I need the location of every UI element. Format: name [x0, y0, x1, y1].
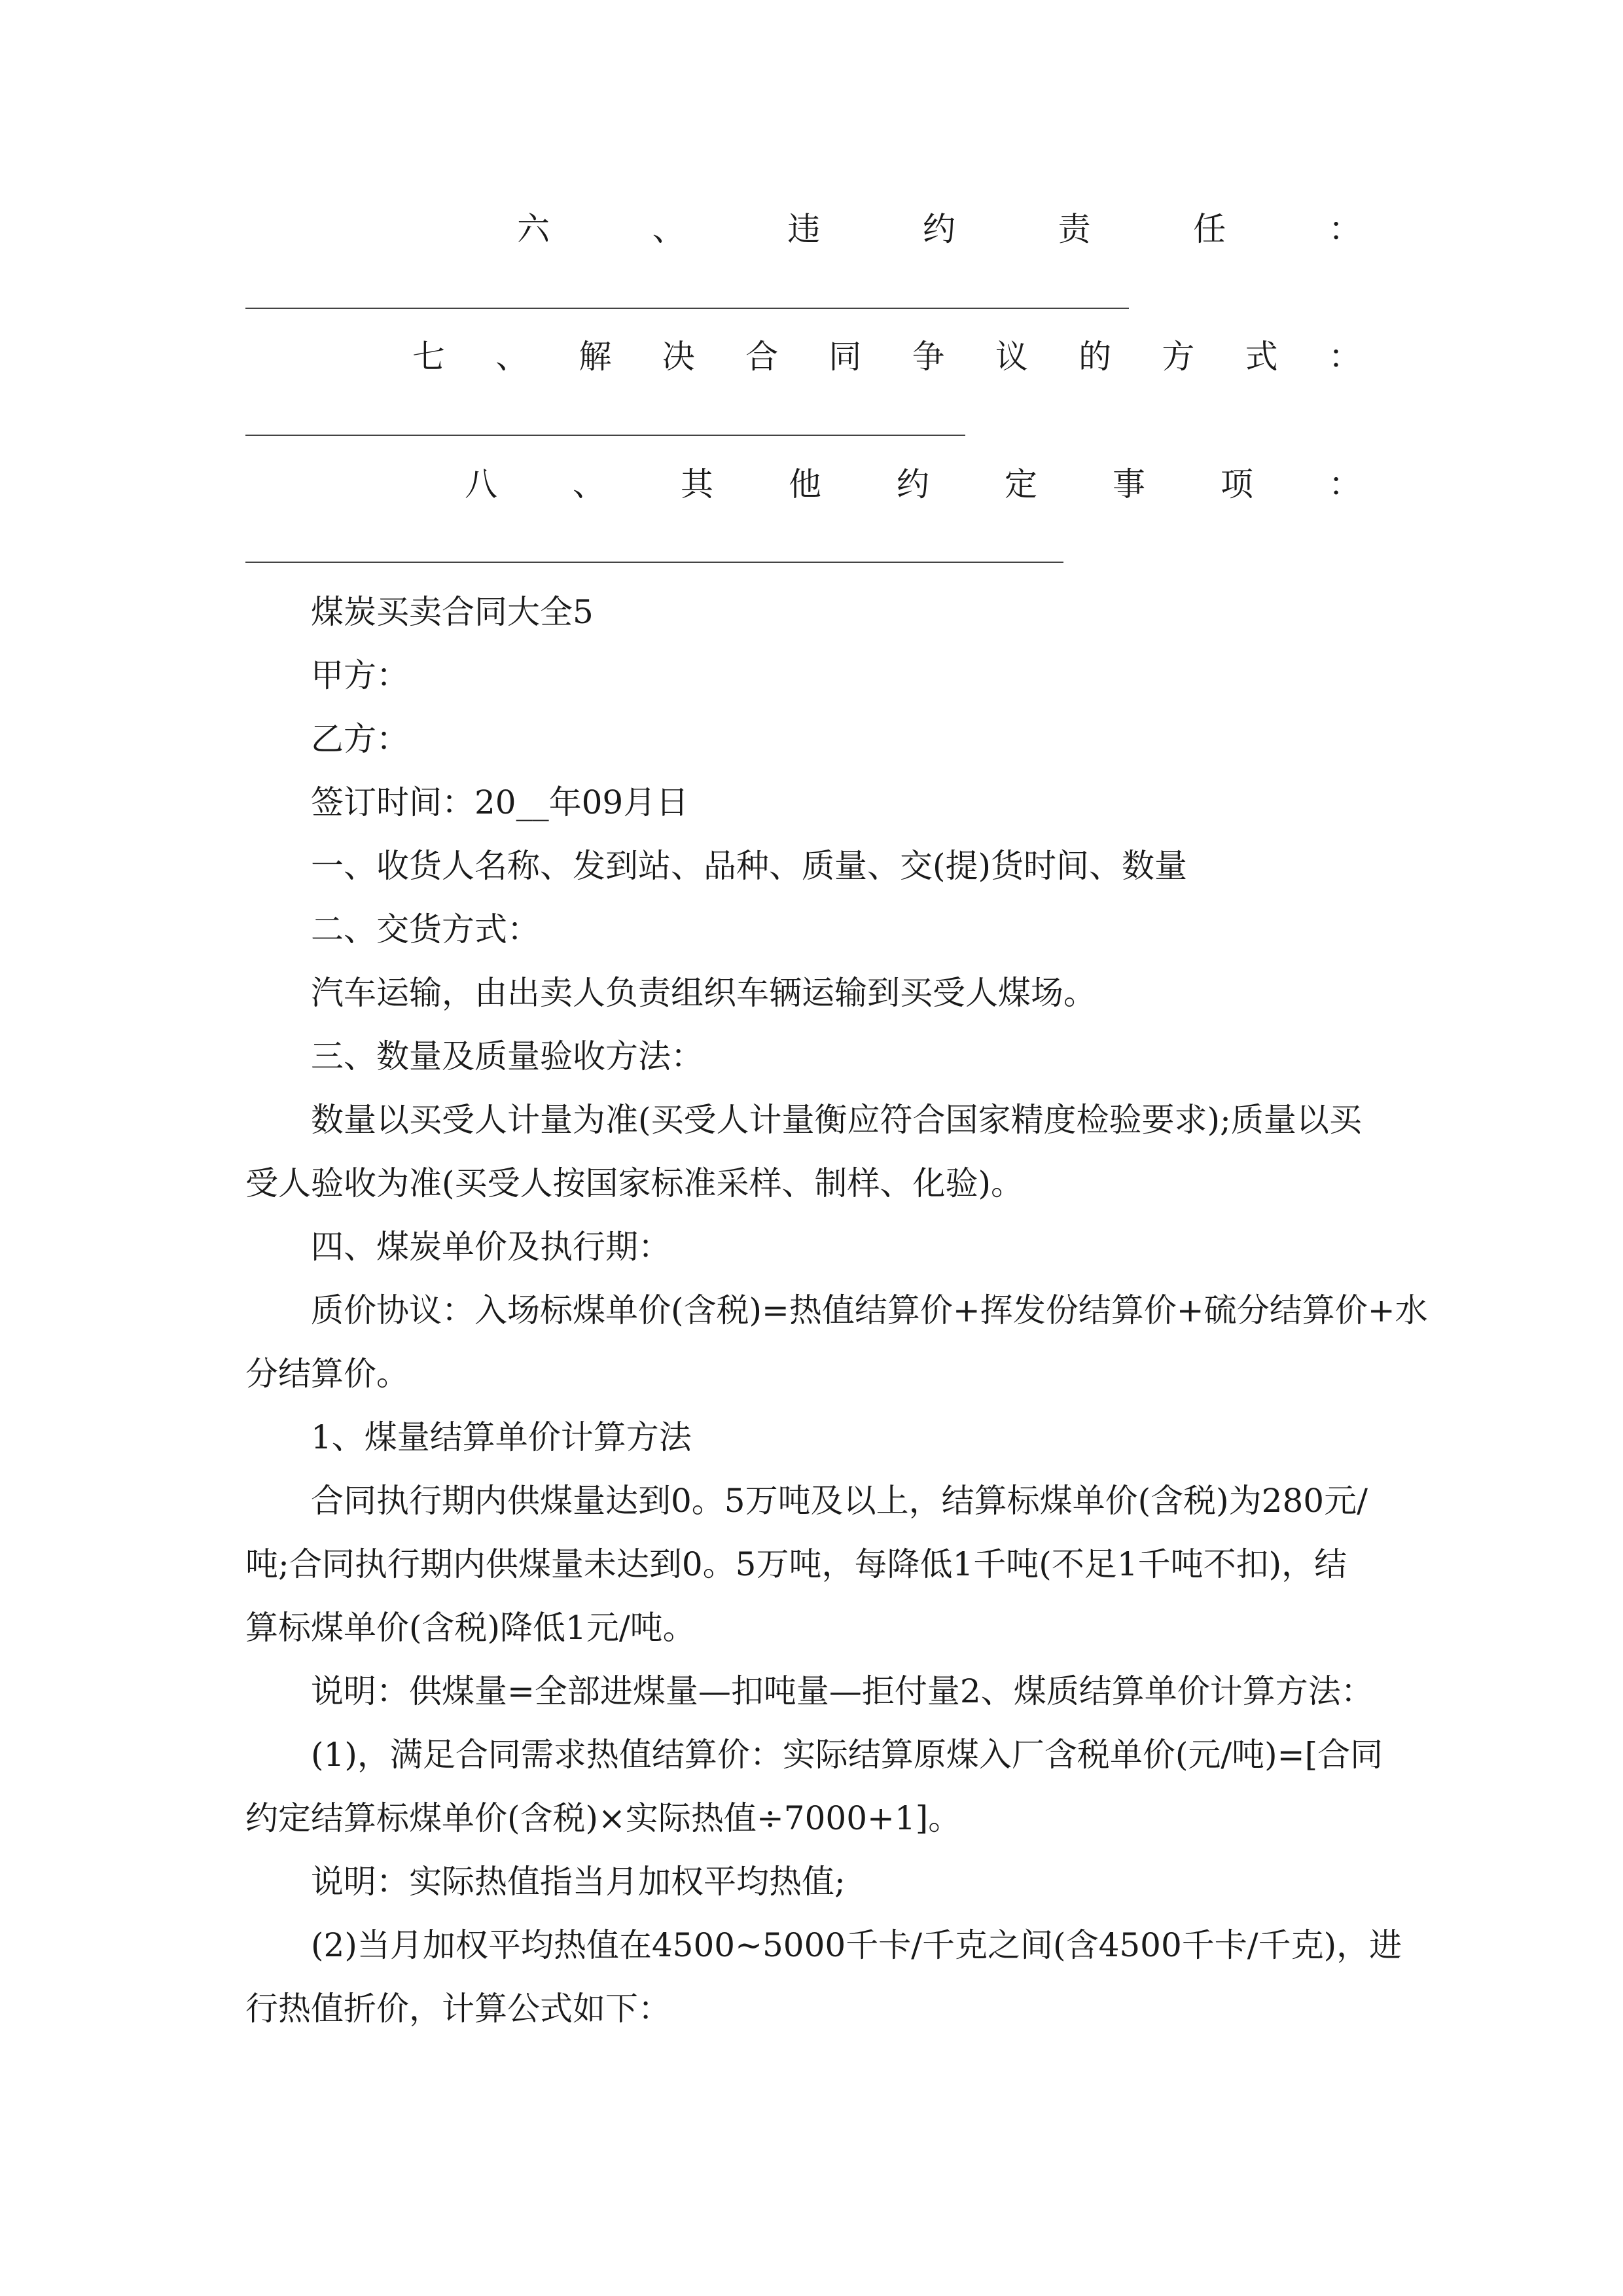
- paragraph-line: 说明：实际热值指当月加权平均热值;: [311, 1863, 846, 1901]
- section-heading-8: [465, 461, 1361, 507]
- heading-char: 定: [1005, 465, 1037, 503]
- paragraph-line: 合同执行期内供煤量达到0。5万吨及以上，结算标煤单价(含税)为280元/: [311, 1482, 1368, 1520]
- paragraph-line: (1)，满足合同需求热值结算价：实际结算原煤入厂含税单价(元/吨)=[合同: [311, 1736, 1383, 1774]
- clause-heading: 二、交货方式：: [311, 910, 540, 948]
- heading-char: 事: [1113, 465, 1145, 503]
- heading-char: ：: [1328, 338, 1361, 376]
- heading-char: 其: [681, 465, 713, 503]
- signing-date: 签订时间：20__年09月日: [311, 783, 689, 821]
- heading-char: 六: [517, 210, 550, 248]
- section-heading-7: [412, 334, 1361, 380]
- heading-char: 七: [412, 338, 445, 376]
- party-b-label: 乙方：: [311, 720, 409, 758]
- heading-char: 、: [573, 465, 605, 503]
- heading-char: 他: [789, 465, 821, 503]
- paragraph-line: 算标煤单价(含税)降低1元/吨。: [245, 1609, 696, 1647]
- heading-char: ：: [1329, 465, 1361, 503]
- heading-char: 、: [652, 210, 685, 248]
- paragraph-line: 受人验收为准(买受人按国家标准采样、制样、化验)。: [245, 1164, 1024, 1202]
- paragraph-line: 汽车运输，由出卖人负责组织车辆运输到买受人煤场。: [311, 974, 1096, 1012]
- blank-fill-line: [245, 308, 1129, 309]
- heading-char: 、: [495, 338, 529, 376]
- heading-char: 议: [995, 338, 1028, 376]
- party-a-label: 甲方：: [311, 656, 409, 694]
- heading-char: 合: [745, 338, 779, 376]
- heading-char: 违: [787, 210, 821, 248]
- section-heading-6: [517, 206, 1361, 252]
- heading-char: ：: [1328, 210, 1361, 248]
- heading-char: 八: [465, 465, 497, 503]
- paragraph-line: 质价协议：入场标煤单价(含税)=热值结算价+挥发份结算价+硫分结算价+水: [311, 1291, 1428, 1329]
- heading-char: 任: [1193, 210, 1226, 248]
- heading-char: 决: [662, 338, 695, 376]
- blank-fill-line: [245, 562, 1063, 563]
- paragraph-line: 约定结算标煤单价(含税)×实际热值÷7000+1]。: [245, 1799, 961, 1837]
- heading-char: 责: [1058, 210, 1091, 248]
- paragraph-line: 分结算价。: [245, 1355, 409, 1393]
- heading-char: 解: [579, 338, 612, 376]
- paragraph-line: 数量以买受人计量为准(买受人计量衡应符合国家精度检验要求);质量以买: [311, 1101, 1362, 1139]
- heading-char: 方: [1162, 338, 1195, 376]
- heading-char: 同: [829, 338, 862, 376]
- clause-heading: 三、数量及质量验收方法：: [311, 1037, 704, 1075]
- document-title: 煤炭买卖合同大全5: [311, 593, 594, 631]
- paragraph-line: 行热值折价，计算公式如下：: [245, 1990, 671, 2028]
- heading-char: 的: [1079, 338, 1112, 376]
- clause-heading: 四、煤炭单价及执行期：: [311, 1228, 671, 1266]
- heading-char: 争: [912, 338, 945, 376]
- heading-char: 约: [922, 210, 955, 248]
- heading-char: 约: [897, 465, 929, 503]
- clause-heading: 1、煤量结算单价计算方法: [311, 1418, 692, 1456]
- paragraph-line: 吨;合同执行期内供煤量未达到0。5万吨，每降低1千吨(不足1千吨不扣)，结: [245, 1545, 1347, 1583]
- heading-char: 式: [1245, 338, 1278, 376]
- heading-char: 项: [1221, 465, 1253, 503]
- blank-fill-line: [245, 435, 965, 436]
- clause-heading: 一、收货人名称、发到站、品种、质量、交(提)货时间、数量: [311, 847, 1188, 885]
- paragraph-line: 说明：供煤量=全部进煤量—扣吨量—拒付量2、煤质结算单价计算方法：: [311, 1672, 1374, 1710]
- paragraph-line: (2)当月加权平均热值在4500~5000千卡/千克之间(含4500千卡/千克)，进: [311, 1926, 1402, 1964]
